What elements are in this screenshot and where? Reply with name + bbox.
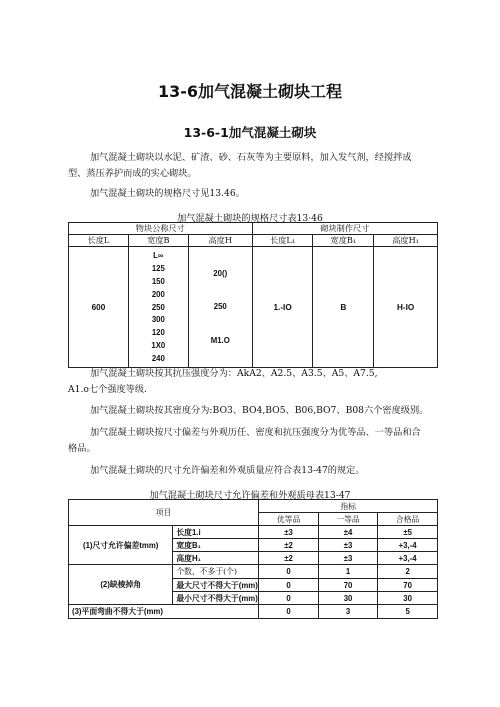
spec-width-value: L∞ (153, 251, 164, 260)
paragraph-2-text: 加气混凝土砌块的规格尺寸见13.46。 (90, 188, 245, 199)
tolerance-index-header: 指标 (259, 500, 438, 513)
tolerance-row-label: 个数，不多于(个) (173, 565, 259, 579)
page-title: 13-6加气混凝土砌块工程 (157, 82, 343, 101)
spec-width-value: 250 (151, 302, 165, 312)
tolerance-cell: 0 (259, 605, 318, 619)
spec-header-height: 高度H (188, 235, 252, 247)
spec-table (68, 222, 438, 368)
tolerance-cell: 3 (318, 605, 377, 619)
tolerance-grade-header: 合格品 (378, 513, 438, 526)
tolerance-cell: ±3 (318, 552, 377, 565)
paragraph-5-line-2: 格品。 (68, 443, 96, 454)
spec-width-value: 200 (151, 289, 165, 299)
tolerance-row-label: 高度H₁ (173, 552, 259, 565)
paragraph-4-text: 加气混凝土砌块按其密度分为:BO3、BO4,BO5、B06,BO7、B08六个密度级别。 (90, 405, 429, 416)
tolerance-cell: ±2 (259, 539, 318, 552)
spec-height-value: M1.O (210, 335, 230, 345)
tolerance-cell: ±5 (378, 526, 438, 539)
paragraph-4 (68, 403, 440, 419)
section-title: 13-6-1加气混凝土砌块 (183, 125, 317, 140)
spec-group-nominal: 物块公称尺寸 (69, 223, 253, 235)
spec-group-manufacture: 砌块制作尺寸 (252, 223, 437, 235)
tolerance-item-header: 项目 (69, 500, 259, 526)
spec-header-width1: 宽度B₁ (313, 235, 374, 247)
tolerance-cell: ±3 (259, 526, 318, 539)
paragraph-2 (68, 186, 440, 202)
tolerance-cell: 2 (378, 565, 438, 579)
paragraph-3-line-2: A1.o七个强度等级. (68, 384, 147, 395)
tolerance-cell: 0 (259, 592, 318, 605)
tolerance-cell: 0 (259, 579, 318, 592)
tolerance-cell: ±4 (318, 526, 377, 539)
spec-heights-cell (188, 247, 252, 368)
tolerance-grade-header: 一等品 (318, 513, 377, 526)
tolerance-row-label: (3)平面弯曲不得大于(mm) (69, 605, 259, 619)
paragraph-1-line-2: 型、蒸压养护而成的实心砌块。 (68, 168, 197, 179)
spec-width-value: 120 (151, 328, 165, 338)
tolerance-cell: 5 (378, 605, 438, 619)
spec-header-length: 长度L (69, 235, 129, 247)
spec-width-value: 300 (151, 315, 165, 325)
spec-height1-value: H-IO (374, 247, 438, 368)
tolerance-cell: ±2 (259, 552, 318, 565)
spec-width-value: 150 (151, 276, 165, 286)
table2-caption: 加气混凝土砌块尺寸允许偏差和外观质母表13-47 (149, 490, 351, 501)
spec-widths-cell (128, 247, 188, 368)
spec-width-value: 125 (151, 263, 165, 273)
tolerance-row-label: 最小尺寸不得大于(mm) (173, 592, 259, 605)
tolerance-row-label: 长度1.i (173, 526, 259, 539)
tolerance-cell: 1 (318, 565, 377, 579)
tolerance-row-label: 宽度B₁ (173, 539, 259, 552)
tolerance-cell: ±3 (318, 539, 377, 552)
tolerance-cell: 30 (318, 592, 377, 605)
tolerance-group-size: (1)尺寸允许偏差tmm) (69, 526, 173, 565)
tolerance-cell: 70 (378, 579, 438, 592)
spec-width-value: 240 (151, 354, 165, 363)
paragraph-1 (68, 150, 440, 182)
spec-header-width: 宽度B (128, 235, 188, 247)
spec-height-value: 250 (213, 302, 227, 312)
paragraph-6-text: 加气混凝土砌块的尺寸允许偏差和外观质量应符合表13-47的规定。 (90, 465, 365, 476)
spec-length1-value: 1.-IO (252, 247, 313, 368)
paragraph-5 (68, 425, 440, 457)
tolerance-cell: +3,-4 (378, 552, 438, 565)
spec-width1-value: B (313, 247, 374, 368)
tolerance-grade-header: 优等品 (259, 513, 318, 526)
tolerance-cell: 30 (378, 592, 438, 605)
spec-header-length1: 长度L₁ (252, 235, 313, 247)
spec-width-value: 1X0 (151, 341, 166, 351)
tolerance-cell: +3,-4 (378, 539, 438, 552)
spec-length-value: 600 (69, 247, 129, 368)
tolerance-row-label: 最大尺寸不得大于(mm) (173, 579, 259, 592)
paragraph-3-line-1: 加气混凝土砌块按其抗压强度分为：AkA2、A2.5、A3.5、A5、A7.5, (90, 368, 378, 379)
tolerance-cell: 70 (318, 579, 377, 592)
tolerance-group-corner: (2)缺棱掉角 (69, 565, 173, 605)
paragraph-6 (68, 463, 440, 479)
paragraph-5-line-1: 加气混凝土砌块按尺寸偏差与外观历任、密度和抗压强度分为优等品、一等品和合 (90, 427, 421, 438)
spec-height-value: 20() (213, 269, 228, 279)
table1-caption: 加气混凝土砌块的规格尺寸表13·46 (177, 213, 323, 224)
tolerance-cell: 0 (259, 565, 318, 579)
paragraph-1-line-1: 加气混凝土砌块以水泥、矿渣、砂、石灰等为主要原料，加入发气剂，经搅拌成 (90, 152, 412, 163)
tolerance-table (68, 499, 438, 619)
spec-header-height1: 高度H₁ (374, 235, 438, 247)
paragraph-3 (68, 366, 440, 398)
